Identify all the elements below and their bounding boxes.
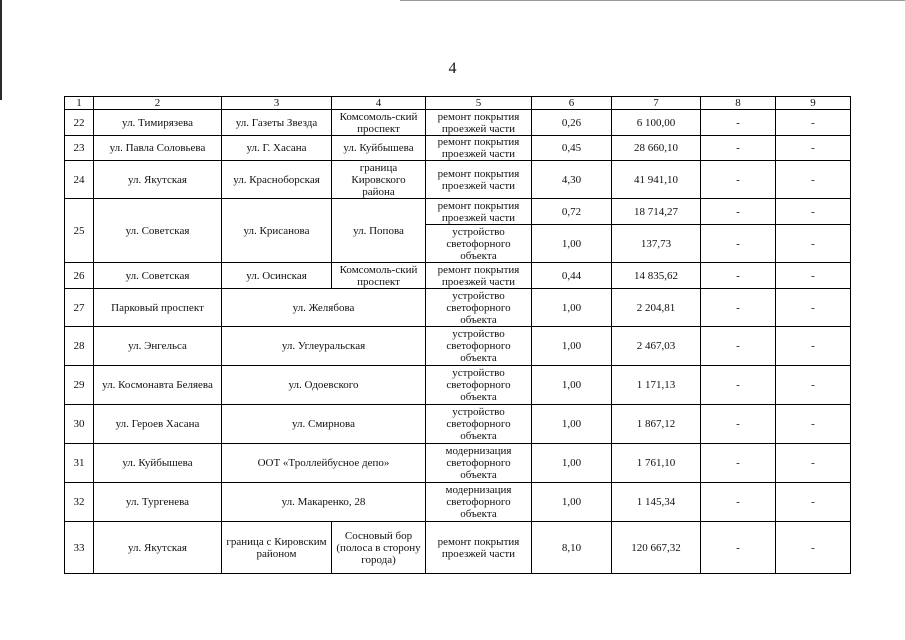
table-row — [65, 327, 851, 366]
col9-value: - — [776, 522, 851, 574]
col8-value: - — [701, 136, 776, 161]
row-number: 24 — [65, 161, 94, 199]
col8-value: - — [701, 444, 776, 483]
length-value: 4,30 — [532, 161, 612, 199]
cost-value: 137,73 — [612, 225, 701, 263]
cost-value: 1 867,12 — [612, 405, 701, 444]
row-number: 29 — [65, 366, 94, 405]
street-name: ул. Советская — [94, 199, 222, 263]
length-value: 0,72 — [532, 199, 612, 225]
table-row — [65, 199, 851, 225]
work-type: ремонт покрытия проезжей части — [426, 199, 532, 225]
col9-value: - — [776, 225, 851, 263]
column-number: 4 — [332, 97, 426, 110]
cost-value: 28 660,10 — [612, 136, 701, 161]
length-value: 1,00 — [532, 444, 612, 483]
col8-value: - — [701, 327, 776, 366]
section-to: Комсомоль-ский проспект — [332, 263, 426, 289]
col9-value: - — [776, 161, 851, 199]
col8-value: - — [701, 483, 776, 522]
work-type: устройство светофорного объекта — [426, 289, 532, 327]
col9-value: - — [776, 327, 851, 366]
col8-value: - — [701, 263, 776, 289]
place: ООТ «Троллейбусное депо» — [222, 444, 426, 483]
length-value: 8,10 — [532, 522, 612, 574]
work-type: устройство светофорного объекта — [426, 405, 532, 444]
section-to: ул. Попова — [332, 199, 426, 263]
row-number: 26 — [65, 263, 94, 289]
work-type: модернизация светофорного объекта — [426, 483, 532, 522]
cost-value: 2 467,03 — [612, 327, 701, 366]
col9-value: - — [776, 199, 851, 225]
work-type: ремонт покрытия проезжей части — [426, 110, 532, 136]
section-to: граница Кировского района — [332, 161, 426, 199]
column-number: 6 — [532, 97, 612, 110]
street-name: ул. Якутская — [94, 161, 222, 199]
length-value: 1,00 — [532, 225, 612, 263]
col8-value: - — [701, 289, 776, 327]
cost-value: 18 714,27 — [612, 199, 701, 225]
table-row — [65, 289, 851, 327]
section-from: граница с Кировским районом — [222, 522, 332, 574]
col9-value: - — [776, 405, 851, 444]
table-row — [65, 366, 851, 405]
section-to: Комсомоль-ский проспект — [332, 110, 426, 136]
cost-value: 41 941,10 — [612, 161, 701, 199]
column-number: 2 — [94, 97, 222, 110]
street-name: ул. Тургенева — [94, 483, 222, 522]
work-type: ремонт покрытия проезжей части — [426, 263, 532, 289]
street-name: ул. Тимирязева — [94, 110, 222, 136]
row-number: 25 — [65, 199, 94, 263]
column-number: 7 — [612, 97, 701, 110]
place: ул. Одоевского — [222, 366, 426, 405]
street-name: ул. Космонавта Беляева — [94, 366, 222, 405]
col8-value: - — [701, 522, 776, 574]
section-to: ул. Куйбышева — [332, 136, 426, 161]
table-row — [65, 136, 851, 161]
street-name: ул. Энгельса — [94, 327, 222, 366]
table-row — [65, 110, 851, 136]
length-value: 1,00 — [532, 483, 612, 522]
length-value: 0,45 — [532, 136, 612, 161]
length-value: 1,00 — [532, 327, 612, 366]
table-row — [65, 483, 851, 522]
street-name: ул. Героев Хасана — [94, 405, 222, 444]
row-number: 27 — [65, 289, 94, 327]
street-name: Парковый проспект — [94, 289, 222, 327]
column-number: 3 — [222, 97, 332, 110]
col9-value: - — [776, 289, 851, 327]
length-value: 1,00 — [532, 289, 612, 327]
place: ул. Желябова — [222, 289, 426, 327]
section-to: Сосновый бор (полоса в сторону города) — [332, 522, 426, 574]
col8-value: - — [701, 161, 776, 199]
column-number: 8 — [701, 97, 776, 110]
row-number: 30 — [65, 405, 94, 444]
column-number: 9 — [776, 97, 851, 110]
section-from: ул. Красноборская — [222, 161, 332, 199]
work-type: устройство светофорного объекта — [426, 225, 532, 263]
street-name: ул. Якутская — [94, 522, 222, 574]
roads-table — [64, 96, 851, 574]
column-number: 1 — [65, 97, 94, 110]
work-type: ремонт покрытия проезжей части — [426, 136, 532, 161]
cost-value: 1 761,10 — [612, 444, 701, 483]
length-value: 0,26 — [532, 110, 612, 136]
col9-value: - — [776, 136, 851, 161]
section-from: ул. Осинская — [222, 263, 332, 289]
col8-value: - — [701, 199, 776, 225]
col8-value: - — [701, 110, 776, 136]
work-type: ремонт покрытия проезжей части — [426, 161, 532, 199]
col9-value: - — [776, 263, 851, 289]
col9-value: - — [776, 444, 851, 483]
row-number: 33 — [65, 522, 94, 574]
work-type: модернизация светофорного объекта — [426, 444, 532, 483]
row-number: 23 — [65, 136, 94, 161]
table-row — [65, 161, 851, 199]
page-number: 4 — [448, 60, 457, 77]
column-number: 5 — [426, 97, 532, 110]
scan-edge-left — [0, 0, 2, 100]
table-row — [65, 405, 851, 444]
cost-value: 1 145,34 — [612, 483, 701, 522]
cost-value: 2 204,81 — [612, 289, 701, 327]
col9-value: - — [776, 366, 851, 405]
column-numbers-row — [65, 97, 851, 110]
section-from: ул. Крисанова — [222, 199, 332, 263]
street-name: ул. Павла Соловьева — [94, 136, 222, 161]
col8-value: - — [701, 405, 776, 444]
table-row — [65, 522, 851, 574]
col9-value: - — [776, 110, 851, 136]
place: ул. Углеуральская — [222, 327, 426, 366]
table-row — [65, 263, 851, 289]
length-value: 0,44 — [532, 263, 612, 289]
street-name: ул. Куйбышева — [94, 444, 222, 483]
col8-value: - — [701, 366, 776, 405]
length-value: 1,00 — [532, 366, 612, 405]
place: ул. Смирнова — [222, 405, 426, 444]
scan-edge-top — [400, 0, 905, 1]
work-type: устройство светофорного объекта — [426, 366, 532, 405]
table-row — [65, 444, 851, 483]
col8-value: - — [701, 225, 776, 263]
row-number: 31 — [65, 444, 94, 483]
length-value: 1,00 — [532, 405, 612, 444]
cost-value: 1 171,13 — [612, 366, 701, 405]
row-number: 22 — [65, 110, 94, 136]
cost-value: 14 835,62 — [612, 263, 701, 289]
col9-value: - — [776, 483, 851, 522]
place: ул. Макаренко, 28 — [222, 483, 426, 522]
street-name: ул. Советская — [94, 263, 222, 289]
row-number: 28 — [65, 327, 94, 366]
row-number: 32 — [65, 483, 94, 522]
section-from: ул. Газеты Звезда — [222, 110, 332, 136]
cost-value: 120 667,32 — [612, 522, 701, 574]
work-type: устройство светофорного объекта — [426, 327, 532, 366]
work-type: ремонт покрытия проезжей части — [426, 522, 532, 574]
section-from: ул. Г. Хасана — [222, 136, 332, 161]
cost-value: 6 100,00 — [612, 110, 701, 136]
